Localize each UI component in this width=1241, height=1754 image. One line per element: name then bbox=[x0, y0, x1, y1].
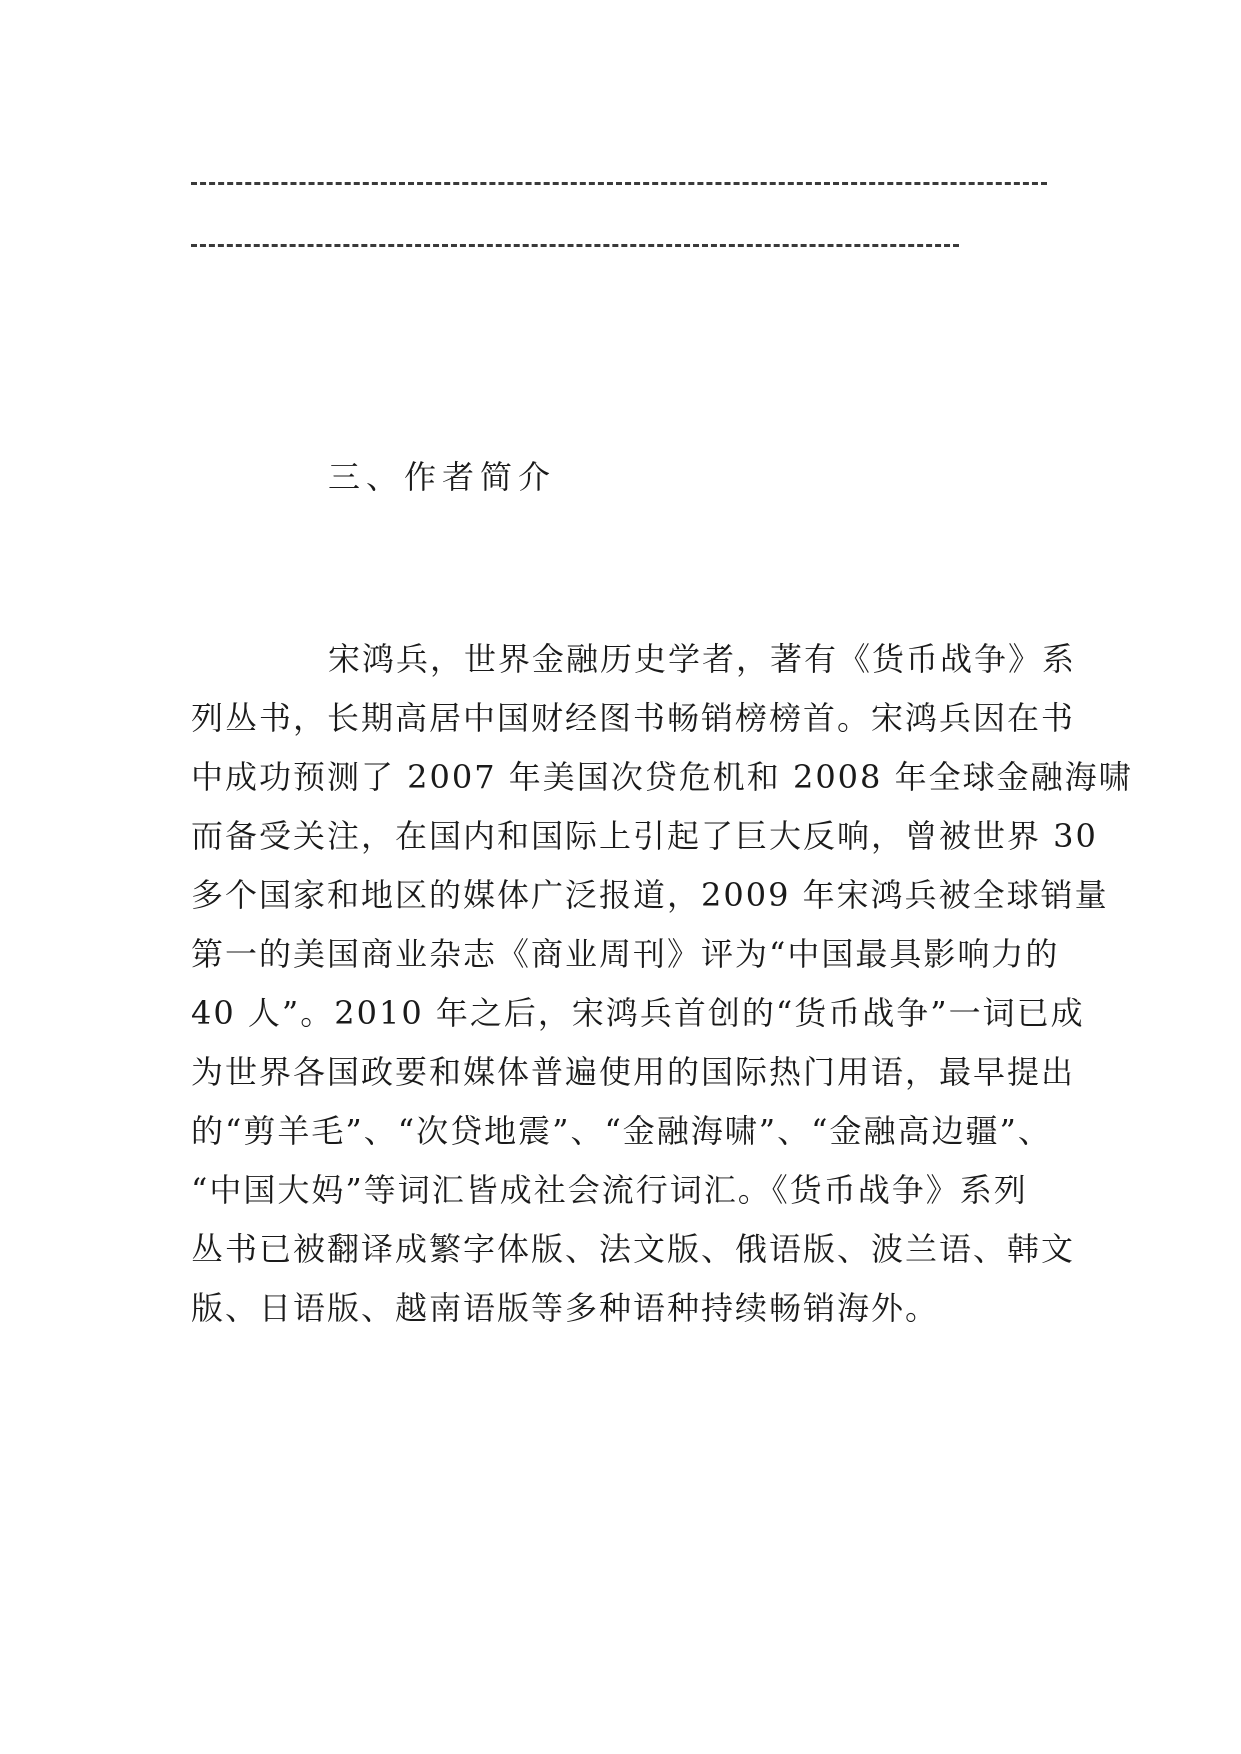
paragraph-line: 列丛书，长期高居中国财经图书畅销榜榜首。宋鸿兵因在书 bbox=[191, 699, 1076, 737]
paragraph-line: 版、日语版、越南语版等多种语种持续畅销海外。 bbox=[191, 1289, 940, 1327]
paragraph-line: 而备受关注，在国内和国际上引起了巨大反响，曾被世界 30 bbox=[191, 817, 1098, 855]
paragraph-line: 多个国家和地区的媒体广泛报道，2009 年宋鸿兵被全球销量 bbox=[191, 876, 1109, 914]
paragraph-line: 宋鸿兵，世界金融历史学者，著有《货币战争》系 bbox=[328, 640, 1077, 678]
paragraph-line: 40 人”。2010 年之后，宋鸿兵首创的“货币战争”一词已成 bbox=[191, 994, 1085, 1032]
paragraph-line: 为世界各国政要和媒体普遍使用的国际热门用语，最早提出 bbox=[191, 1053, 1076, 1091]
dashed-separator-line bbox=[191, 182, 1047, 185]
paragraph-line: 中成功预测了 2007 年美国次贷危机和 2008 年全球金融海啸 bbox=[191, 758, 1133, 796]
paragraph-line: 第一的美国商业杂志《商业周刊》评为“中国最具影响力的 bbox=[191, 935, 1060, 973]
dashed-separator-line bbox=[191, 244, 959, 247]
section-heading: 三、作者简介 bbox=[328, 458, 557, 496]
paragraph-line: 丛书已被翻译成繁字体版、法文版、俄语版、波兰语、韩文 bbox=[191, 1230, 1076, 1268]
author-intro-paragraph bbox=[191, 630, 1133, 1338]
paragraph-line: 的“剪羊毛”、“次贷地震”、“金融海啸”、“金融高边疆”、 bbox=[191, 1112, 1052, 1150]
paragraph-line: “中国大妈”等词汇皆成社会流行词汇。《货币战争》系列 bbox=[191, 1171, 1028, 1209]
